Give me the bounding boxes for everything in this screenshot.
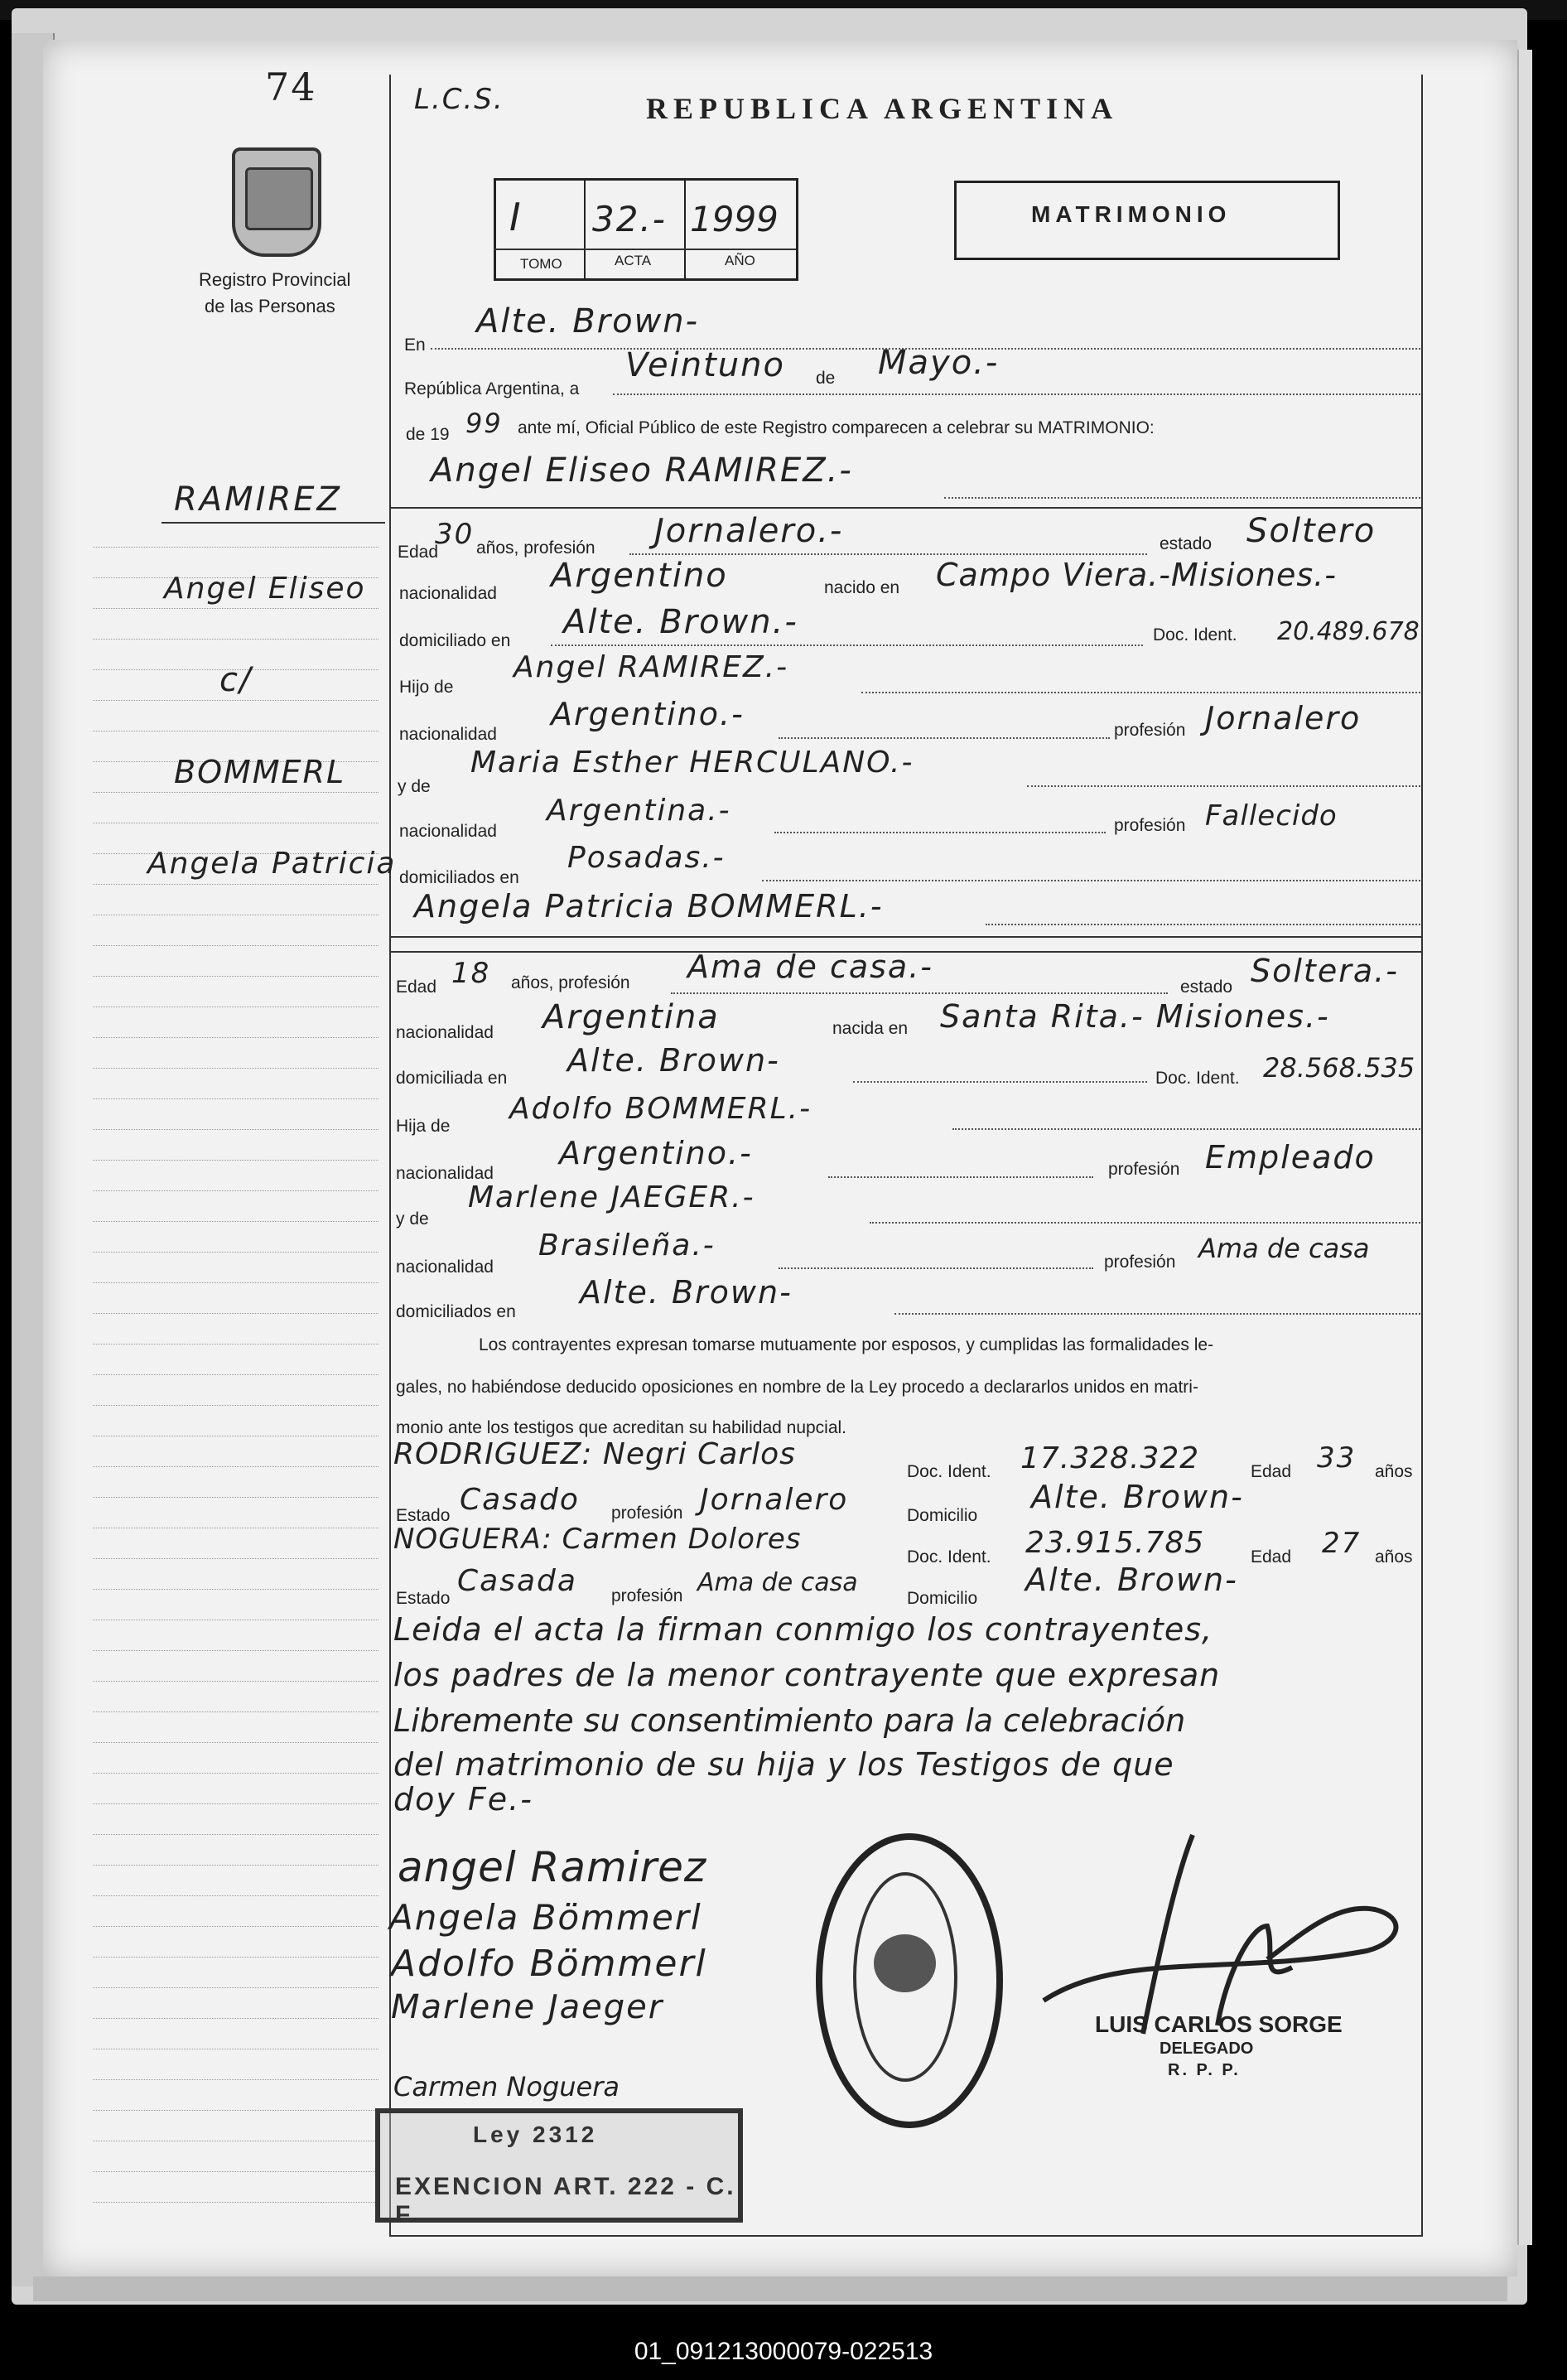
label-doc: Doc. Ident.	[907, 1547, 991, 1567]
label-domiciliados: domiciliados en	[396, 1302, 516, 1321]
label-edad: Edad	[398, 543, 439, 562]
margin-rule-line	[93, 1190, 378, 1191]
tomo-label: TOMO	[520, 256, 562, 272]
closing-line5: doy Fe.-	[393, 1781, 533, 1818]
margin-rule-line	[93, 1803, 378, 1804]
folio-number: 74	[265, 65, 317, 109]
act-year: 99	[465, 408, 503, 439]
registry-line1: Registro Provincial	[199, 269, 351, 290]
ley-stamp-line2: EXENCION ART. 222 - C. F.	[395, 2173, 736, 2228]
body-line2: gales, no habiéndose deducido oposiciones en nombre de la Ley procedo a declararlos unidos en matri-	[396, 1378, 1198, 1397]
label-domicilio: Domicilio	[907, 1589, 978, 1608]
margin-rule-line	[93, 1466, 378, 1467]
groom-father: Angel RAMIREZ.-	[513, 650, 789, 684]
label-de: de	[816, 369, 836, 388]
witness1-name: RODRIGUEZ: Negri Carlos	[393, 1437, 796, 1471]
officer-title: DELEGADO	[1160, 2040, 1254, 2058]
bride-father: Adolfo BOMMERL.-	[509, 1092, 812, 1126]
label-nacida-en: nacida en	[832, 1019, 909, 1038]
form-line	[828, 1176, 1093, 1178]
witness1-dom: Alte. Brown-	[1031, 1479, 1244, 1515]
groom-nationality: Argentino	[551, 557, 728, 595]
groom-status: Soltero	[1246, 512, 1377, 550]
label-estado: estado	[1180, 978, 1233, 997]
margin-rule-line	[93, 945, 378, 946]
form-line	[762, 880, 1420, 881]
label-edad: Edad	[1251, 1462, 1292, 1481]
officer-name: LUIS CARLOS SORGE	[1095, 2011, 1343, 2037]
groom-father-nat: Argentino.-	[551, 696, 745, 732]
margin-rule-line	[93, 1497, 378, 1498]
form-line	[894, 1313, 1420, 1315]
groom-age: 30	[435, 518, 475, 551]
bride-mother-prof: Ama de casa	[1198, 1233, 1370, 1264]
bride-doc: 28.568.535	[1263, 1052, 1415, 1084]
margin-rule-line	[93, 639, 378, 640]
margin-surname2: BOMMERL	[174, 754, 346, 790]
label-anos-profesion: años, profesión	[511, 973, 630, 992]
label-domiciliado: domiciliado en	[399, 631, 511, 650]
witness2-status: Casada	[457, 1564, 577, 1598]
groom-doc: 20.489.678	[1277, 617, 1420, 646]
ano-label: AÑO	[725, 253, 755, 268]
label-doc: Doc. Ident.	[1153, 625, 1237, 644]
bottom-border	[389, 2235, 1423, 2237]
bride-name: Angela Patricia BOMMERL.-	[414, 888, 884, 924]
tomo-value: I	[509, 195, 523, 239]
margin-rule-line	[93, 608, 378, 609]
margin-rule-line	[93, 1037, 378, 1038]
bride-nationality: Argentina	[542, 998, 720, 1036]
groom-profession: Jornalero.-	[654, 512, 844, 550]
signature-5: Carmen Noguera	[393, 2071, 620, 2102]
body-line3: monio ante los testigos que acreditan su habilidad nupcial.	[396, 1418, 847, 1437]
signature-2: Angela Bömmerl	[389, 1897, 702, 1938]
act-month: Mayo.-	[878, 344, 1000, 382]
form-line	[1027, 785, 1420, 787]
label-estado: estado	[1160, 534, 1213, 553]
witness2-doc: 23.915.785	[1025, 1526, 1205, 1560]
margin-name2: Angela Patricia	[147, 847, 397, 881]
margin-rule-line	[93, 2110, 378, 2111]
registry-stamp-center	[874, 1934, 936, 1992]
margin-rule-line	[93, 1405, 378, 1406]
page-right-edge	[1517, 50, 1532, 2245]
label-domicilio: Domicilio	[907, 1506, 978, 1525]
label-ante: ante mí, Oficial Público de este Registro comparecen a celebrar su MATRIMONIO:	[518, 418, 1155, 437]
margin-rule-line	[93, 547, 378, 548]
margin-rule-line	[93, 1221, 378, 1222]
form-line	[944, 497, 1420, 499]
label-hijo: Hijo de	[399, 678, 454, 697]
registry-line2: de las Personas	[205, 296, 335, 316]
groom-parents-dom: Posadas.-	[567, 841, 726, 875]
witness1-prof: Jornalero	[700, 1483, 849, 1517]
margin-rule	[162, 522, 385, 524]
label-domiciliados: domiciliados en	[399, 868, 519, 887]
province-seal-icon	[232, 147, 321, 257]
label-edad: Edad	[396, 978, 437, 997]
label-edad: Edad	[1251, 1547, 1292, 1567]
form-line	[629, 553, 1147, 555]
label-profesion: profesión	[1104, 1253, 1176, 1272]
bride-father-nat: Argentino.-	[559, 1135, 753, 1171]
bride-mother-nat: Brasileña.-	[538, 1229, 716, 1262]
margin-rule-line	[93, 1589, 378, 1590]
margin-rule-line	[93, 2171, 378, 2172]
witness1-age: 33	[1317, 1441, 1357, 1475]
form-line	[671, 992, 1168, 994]
margin-rule-line	[93, 1068, 378, 1069]
bride-father-prof: Empleado	[1205, 1139, 1376, 1176]
margin-conj: c/	[219, 661, 253, 699]
margin-name1: Angel Eliseo	[164, 572, 366, 606]
acta-box-rule	[494, 249, 796, 250]
margin-rule-line	[93, 1252, 378, 1253]
label-anos-profesion: años, profesión	[476, 538, 595, 558]
witness1-status: Casado	[460, 1483, 580, 1517]
witness2-dom: Alte. Brown-	[1025, 1562, 1238, 1598]
label-anos: años	[1375, 1462, 1413, 1481]
officer-org: R. P. P.	[1168, 2061, 1241, 2079]
form-line	[551, 644, 1143, 646]
groom-name: Angel Eliseo RAMIREZ.-	[431, 451, 853, 490]
bride-domicile: Alte. Brown-	[567, 1042, 780, 1079]
margin-rule-line	[93, 1926, 378, 1927]
form-line	[779, 737, 1110, 739]
page-bottom-edge	[33, 2276, 1507, 2301]
section-rule	[389, 936, 1421, 938]
form-line	[870, 1222, 1420, 1224]
label-profesion: profesión	[1114, 721, 1186, 740]
label-republica: República Argentina, a	[404, 379, 580, 398]
acta-box-divider	[684, 178, 686, 278]
margin-rule-line	[93, 1957, 378, 1958]
signature-4: Marlene Jaeger	[391, 1988, 664, 2026]
right-border	[1421, 75, 1423, 2237]
label-nacionalidad: nacionalidad	[399, 584, 497, 603]
label-de19: de 19	[406, 425, 450, 444]
label-doc: Doc. Ident.	[907, 1462, 991, 1481]
label-nacionalidad: nacionalidad	[396, 1258, 494, 1277]
form-line	[779, 1267, 1093, 1269]
label-domiciliada: domiciliada en	[396, 1069, 508, 1088]
margin-rule-line	[93, 2079, 378, 2080]
margin-rule-line	[93, 1313, 378, 1314]
margin-rule-line	[93, 700, 378, 701]
label-estado2: Estado	[396, 1506, 451, 1525]
margin-rule-line	[93, 792, 378, 793]
margin-rule-line	[93, 1711, 378, 1712]
witness2-prof: Ama de casa	[697, 1568, 858, 1597]
acta-value: 32.-	[592, 199, 667, 239]
margin-rule-line	[93, 1650, 378, 1651]
form-line	[613, 393, 1420, 395]
act-day: Veintuno	[625, 346, 785, 384]
acta-box-divider	[584, 178, 586, 278]
act-place: Alte. Brown-	[476, 302, 700, 340]
label-profesion: profesión	[1114, 816, 1186, 835]
closing-line4: del matrimonio de su hija y los Testigos de que	[393, 1746, 1174, 1783]
bride-mother: Marlene JAEGER.-	[468, 1180, 755, 1214]
label-nacionalidad: nacionalidad	[399, 725, 497, 744]
body-line1: Los contrayentes expresan tomarse mutuamente por esposos, y cumplidas las formalidades le-	[479, 1335, 1214, 1354]
bride-parents-dom: Alte. Brown-	[580, 1274, 793, 1311]
label-en: En	[404, 336, 426, 355]
label-doc: Doc. Ident.	[1155, 1069, 1240, 1088]
scan-id-caption: 01_091213000079-022513	[634, 2338, 933, 2365]
label-y-de: y de	[396, 1209, 429, 1229]
margin-rule-line	[93, 1681, 378, 1682]
form-line	[986, 924, 1420, 925]
margin-rule-line	[93, 2018, 378, 2019]
margin-rule-line	[93, 1374, 378, 1375]
margin-rule-line	[93, 1742, 378, 1743]
ley-stamp	[375, 2108, 743, 2228]
margin-rule-line	[93, 1895, 378, 1896]
label-hija: Hija de	[396, 1117, 451, 1136]
form-line	[774, 832, 1106, 833]
margin-rule-line	[93, 1558, 378, 1559]
form-line	[952, 1128, 1420, 1130]
signature-3: Adolfo Bömmerl	[391, 1943, 707, 1985]
groom-mother-prof: Fallecido	[1205, 799, 1338, 833]
bride-status: Soltera.-	[1251, 953, 1399, 989]
bride-profession: Ama de casa.-	[687, 949, 934, 985]
margin-surname1: RAMIREZ	[174, 480, 342, 519]
acta-label: ACTA	[615, 253, 652, 268]
margin-rule-line	[93, 2202, 378, 2203]
closing-line2: los padres de la menor contrayente que expresan	[393, 1657, 1221, 1693]
signature-1: angel Ramirez	[398, 1843, 707, 1891]
groom-mother-nat: Argentina.-	[547, 794, 731, 828]
doc-type-title: MATRIMONIO	[1031, 201, 1232, 227]
label-nacionalidad: nacionalidad	[396, 1023, 494, 1042]
country-title: REPUBLICA ARGENTINA	[646, 92, 1119, 125]
margin-rule-line	[93, 884, 378, 885]
witness1-doc: 17.328.322	[1020, 1441, 1200, 1475]
margin-rule-line	[93, 1865, 378, 1866]
section-rule	[389, 507, 1421, 509]
margin-rule-line	[93, 1129, 378, 1130]
witness2-name: NOGUERA: Carmen Dolores	[393, 1523, 802, 1556]
label-profesion: profesión	[611, 1586, 683, 1605]
form-line	[853, 1081, 1147, 1083]
label-nacionalidad: nacionalidad	[399, 822, 497, 841]
bride-age: 18	[451, 957, 491, 990]
bride-birthplace: Santa Rita.- Misiones.-	[940, 998, 1330, 1035]
label-y-de: y de	[398, 777, 431, 796]
witness2-age: 27	[1322, 1527, 1362, 1560]
label-nacionalidad: nacionalidad	[396, 1164, 494, 1183]
margin-rule-line	[93, 1098, 378, 1099]
ley-stamp-line1: Ley 2312	[473, 2122, 598, 2147]
margin-rule-line	[93, 1834, 378, 1835]
label-estado2: Estado	[396, 1589, 451, 1608]
margin-rule-line	[93, 976, 378, 977]
closing-line1: Leida el acta la firman conmigo los contrayentes,	[393, 1611, 1213, 1648]
groom-domicile: Alte. Brown.-	[563, 603, 798, 641]
form-line	[861, 692, 1420, 693]
groom-birthplace: Campo Viera.-Misiones.-	[936, 557, 1337, 593]
ano-value: 1999	[690, 199, 779, 239]
label-profesion: profesión	[611, 1504, 683, 1523]
margin-rule-line	[93, 1987, 378, 1988]
label-anos: años	[1375, 1547, 1413, 1567]
groom-mother: Maria Esther HERCULANO.-	[470, 746, 914, 780]
margin-rule-line	[93, 1773, 378, 1774]
initials: L.C.S.	[414, 83, 504, 116]
groom-father-prof: Jornalero	[1205, 700, 1362, 736]
label-profesion: profesión	[1108, 1160, 1180, 1179]
label-nacido-en: nacido en	[824, 578, 900, 597]
closing-line3: Libremente su consentimiento para la celebración	[393, 1702, 1186, 1739]
margin-rule-line	[93, 1282, 378, 1283]
officer-signature-icon	[1019, 1827, 1408, 2042]
margin-rule-line	[93, 1160, 378, 1161]
